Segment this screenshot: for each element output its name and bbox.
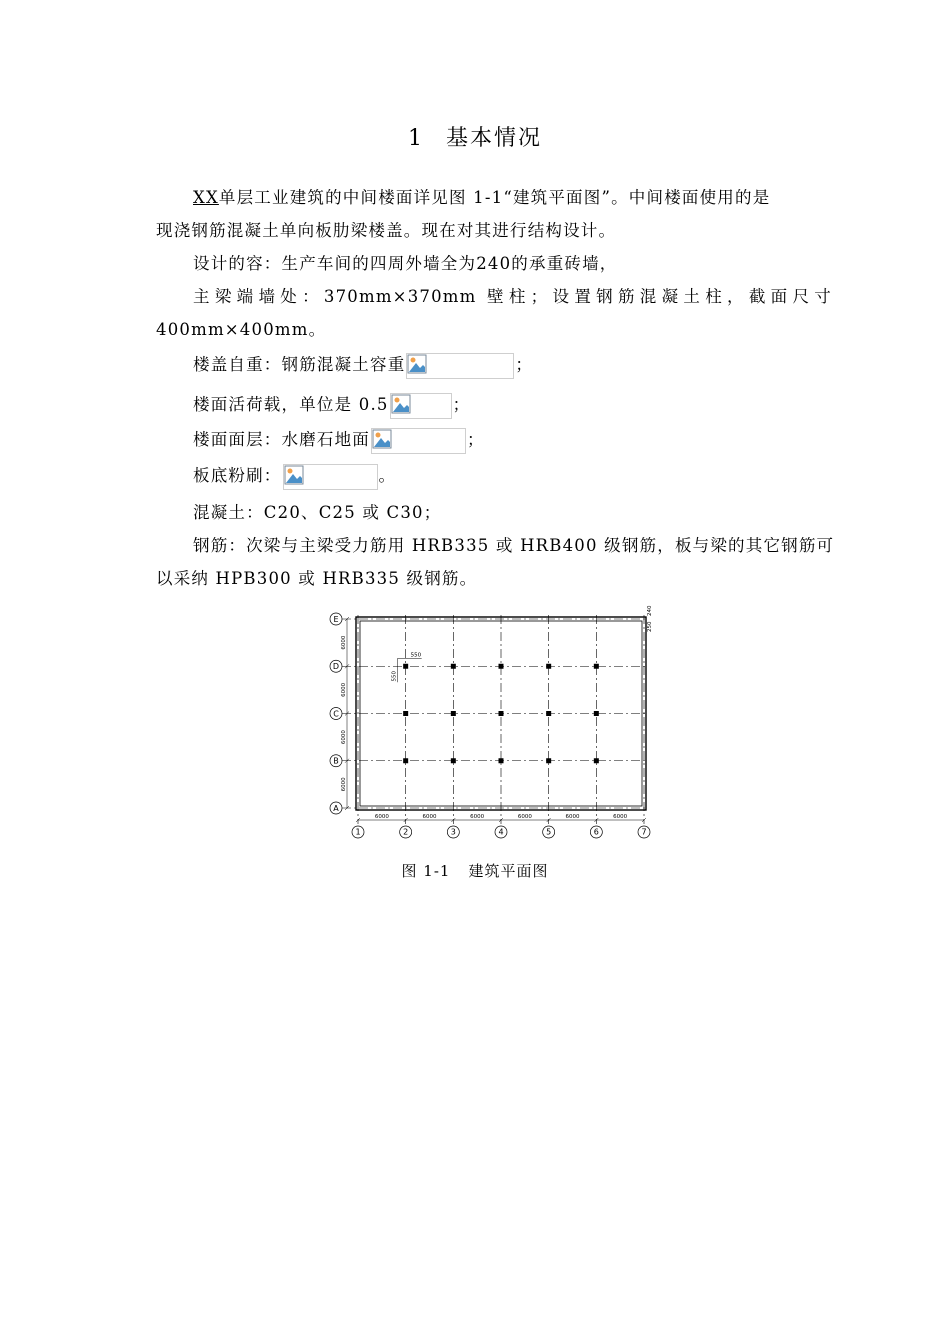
column-6C xyxy=(594,711,599,716)
figure-number: 图 1-1 xyxy=(401,862,451,880)
paragraph-columns-line2: 400mm×400mm。 xyxy=(156,320,327,339)
grid-label-col-5: 5 xyxy=(546,827,552,837)
broken-image-icon xyxy=(283,464,378,490)
broken-image-icon xyxy=(390,393,452,419)
dim-span-col: 6000 xyxy=(517,814,532,820)
column-5D xyxy=(546,664,551,669)
section-number: 1 xyxy=(407,126,424,151)
column-5C xyxy=(546,711,551,716)
dim-span-col: 6000 xyxy=(470,814,485,820)
paragraph-rebar-line2: 以采纳 HPB300 或 HRB335 级钢筋。 xyxy=(156,569,478,588)
section-title: 基本情况 xyxy=(445,126,542,151)
grid-label-col-3: 3 xyxy=(450,827,456,837)
paragraph-intro-line1: XX单层工业建筑的中间楼面详见图 1-1“建筑平面图”。中间楼面使用的是 xyxy=(193,188,771,207)
column-5B xyxy=(546,758,551,763)
dim-wall-thickness: 240 xyxy=(647,605,653,616)
dim-span-row: 6000 xyxy=(341,682,347,697)
column-4C xyxy=(499,711,504,716)
column-4B xyxy=(499,758,504,763)
floor-plan-drawing xyxy=(325,600,660,845)
paragraph-floor-finish: 楼面面层：水磨石地面 ； xyxy=(156,423,869,456)
grid-label-row-C: C xyxy=(333,709,339,719)
paragraph-plaster: 板底粉刷： 。 xyxy=(156,459,869,492)
building-placeholder-name: XX xyxy=(193,188,219,207)
column-2B xyxy=(403,758,408,763)
grid-label-col-6: 6 xyxy=(593,827,599,837)
column-6B xyxy=(594,758,599,763)
column-6D xyxy=(594,664,599,669)
paragraph-intro-line2: 现浇钢筋混凝土单向板肋梁楼盖。现在对其进行结构设计。 xyxy=(156,221,617,240)
column-3D xyxy=(451,664,456,669)
grid-label-row-E: E xyxy=(333,614,339,624)
paragraph-concrete: 混凝土：C20、C25 或 C30； xyxy=(193,503,442,522)
grid-label-col-1: 1 xyxy=(355,827,361,837)
paragraph-live-load: 楼面活荷载，单位是 0.5 ； xyxy=(156,388,869,421)
grid-label-row-A: A xyxy=(333,803,339,813)
figure-title: 建筑平面图 xyxy=(468,862,549,880)
grid-label-col-7: 7 xyxy=(641,827,647,837)
grid-label-row-D: D xyxy=(332,662,340,672)
dim-span-row: 6000 xyxy=(341,730,347,745)
column-3B xyxy=(451,758,456,763)
dim-span-col: 6000 xyxy=(374,814,389,820)
grid-label-col-2: 2 xyxy=(403,827,409,837)
column-4D xyxy=(499,664,504,669)
paragraph-self-weight: 楼盖自重：钢筋混凝土容重 ； xyxy=(156,348,869,381)
dim-wall-thickness-top: 250 xyxy=(647,621,653,632)
grid-label-row-B: B xyxy=(333,756,339,766)
paragraph-rebar-line1: 钢筋：次梁与主梁受力筋用 HRB335 或 HRB400 级钢筋，板与梁的其它钢筋可 xyxy=(193,536,835,555)
dim-span-col: 6000 xyxy=(422,814,437,820)
paragraph-columns-line1: 主梁端墙处：370mm×370mm 壁柱；设置钢筋混凝土柱，截面尺寸 xyxy=(193,287,832,306)
dim-col-depth: 550 xyxy=(391,671,398,682)
broken-image-icon xyxy=(406,353,514,379)
dim-span-row: 6000 xyxy=(341,777,347,792)
column-2D xyxy=(403,664,408,669)
dim-span-col: 6000 xyxy=(613,814,628,820)
column-3C xyxy=(451,711,456,716)
dim-span-col: 6000 xyxy=(565,814,580,820)
grid-label-col-4: 4 xyxy=(498,827,504,837)
dim-col-width: 550 xyxy=(410,652,422,659)
dim-span-row: 6000 xyxy=(341,635,347,650)
column-2C xyxy=(403,711,408,716)
figure-caption xyxy=(0,860,950,881)
paragraph-design-content: 设计的容：生产车间的四周外墙全为240的承重砖墙， xyxy=(193,254,618,273)
section-heading xyxy=(0,121,950,152)
broken-image-icon xyxy=(371,428,466,454)
